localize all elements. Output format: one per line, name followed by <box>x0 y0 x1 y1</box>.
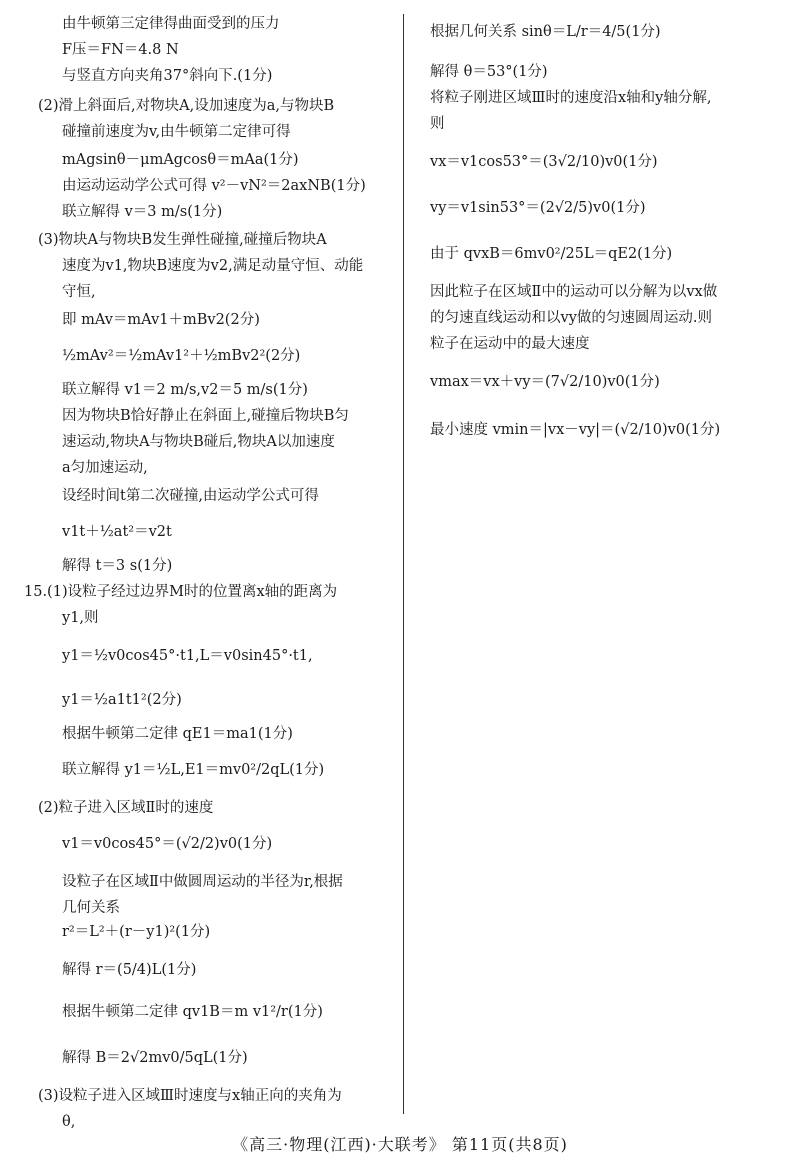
left-line: (2)滑上斜面后,对物块A,设加速度为a,与物块B <box>38 98 335 114</box>
left-line: v1t＋½at²＝v2t <box>62 524 172 540</box>
left-line: y1＝½v0cos45°·t1,L＝v0sin45°·t1, <box>62 648 313 664</box>
left-line: 联立解得 v＝3 m/s(1分) <box>62 204 223 220</box>
right-line: 由于 qvxB＝6mv0²/25L＝qE2(1分) <box>430 246 673 262</box>
right-line: 因此粒子在区域Ⅱ中的运动可以分解为以vx做 <box>430 284 718 300</box>
left-line: 解得 r＝(5/4)L(1分) <box>62 962 197 978</box>
left-line: (2)粒子进入区域Ⅱ时的速度 <box>38 800 214 816</box>
left-line: (3)设粒子进入区域Ⅲ时速度与x轴正向的夹角为 <box>38 1088 342 1104</box>
right-line: 粒子在运动中的最大速度 <box>430 336 590 352</box>
left-line: y1＝½a1t1²(2分) <box>62 692 182 708</box>
left-line: 由运动运动学公式可得 v²－vN²＝2axNB(1分) <box>62 178 366 194</box>
left-line: 与竖直方向夹角37°斜向下.(1分) <box>62 68 273 84</box>
right-line: 将粒子刚进区域Ⅲ时的速度沿x轴和y轴分解, <box>430 90 712 106</box>
left-line: 由牛顿第三定律得曲面受到的压力 <box>62 16 280 32</box>
left-line: 联立解得 v1＝2 m/s,v2＝5 m/s(1分) <box>62 382 308 398</box>
left-line: mAgsinθ－μmAgcosθ＝mAa(1分) <box>62 152 299 168</box>
right-line: 的匀速直线运动和以vy做的匀速圆周运动.则 <box>430 310 712 326</box>
right-line: 则 <box>430 116 445 132</box>
left-line: 设粒子在区域Ⅱ中做圆周运动的半径为r,根据 <box>62 874 343 890</box>
left-line: 速度为v1,物块B速度为v2,满足动量守恒、动能 <box>62 258 364 274</box>
left-line: 即 mAv＝mAv1＋mBv2(2分) <box>62 312 260 328</box>
left-line: 解得 t＝3 s(1分) <box>62 558 173 574</box>
right-line: 最小速度 vmin＝|vx－vy|＝(√2/10)v0(1分) <box>430 422 721 438</box>
left-line: F压＝FN＝4.8 N <box>62 42 179 58</box>
right-line: vmax＝vx＋vy＝(7√2/10)v0(1分) <box>430 374 660 390</box>
left-line: y1,则 <box>62 610 99 626</box>
left-line: (3)物块A与物块B发生弹性碰撞,碰撞后物块A <box>38 232 327 248</box>
page-footer: 《高三·物理(江西)·大联考》 第11页(共8页) <box>232 1135 568 1154</box>
left-line: 碰撞前速度为v,由牛顿第二定律可得 <box>62 124 291 140</box>
left-line: 联立解得 y1＝½L,E1＝mv0²/2qL(1分) <box>62 762 325 778</box>
left-line: 因为物块B恰好静止在斜面上,碰撞后物块B匀 <box>62 408 349 424</box>
left-line: ½mAv²＝½mAv1²＋½mBv2²(2分) <box>62 348 301 364</box>
left-line: 解得 B＝2√2mv0/5qL(1分) <box>62 1050 248 1066</box>
left-line: 根据牛顿第二定律 qv1B＝m v1²/r(1分) <box>62 1004 323 1020</box>
right-line: vx＝v1cos53°＝(3√2/10)v0(1分) <box>430 154 658 170</box>
left-line: θ, <box>62 1114 76 1130</box>
left-line: 设经时间t第二次碰撞,由运动学公式可得 <box>62 488 319 504</box>
column-divider <box>403 14 404 1114</box>
left-line: 守恒, <box>62 284 96 300</box>
left-line: 根据牛顿第二定律 qE1＝ma1(1分) <box>62 726 293 742</box>
left-line: a匀加速运动, <box>62 460 148 476</box>
left-line: r²＝L²＋(r－y1)²(1分) <box>62 924 211 940</box>
right-line: vy＝v1sin53°＝(2√2/5)v0(1分) <box>430 200 646 216</box>
left-line: 15.(1)设粒子经过边界M时的位置离x轴的距离为 <box>24 584 338 600</box>
right-line: 根据几何关系 sinθ＝L/r＝4/5(1分) <box>430 24 661 40</box>
left-line: 速运动,物块A与物块B碰后,物块A以加速度 <box>62 434 335 450</box>
left-line: v1＝v0cos45°＝(√2/2)v0(1分) <box>62 836 273 852</box>
left-line: 几何关系 <box>62 900 120 916</box>
right-line: 解得 θ＝53°(1分) <box>430 64 548 80</box>
